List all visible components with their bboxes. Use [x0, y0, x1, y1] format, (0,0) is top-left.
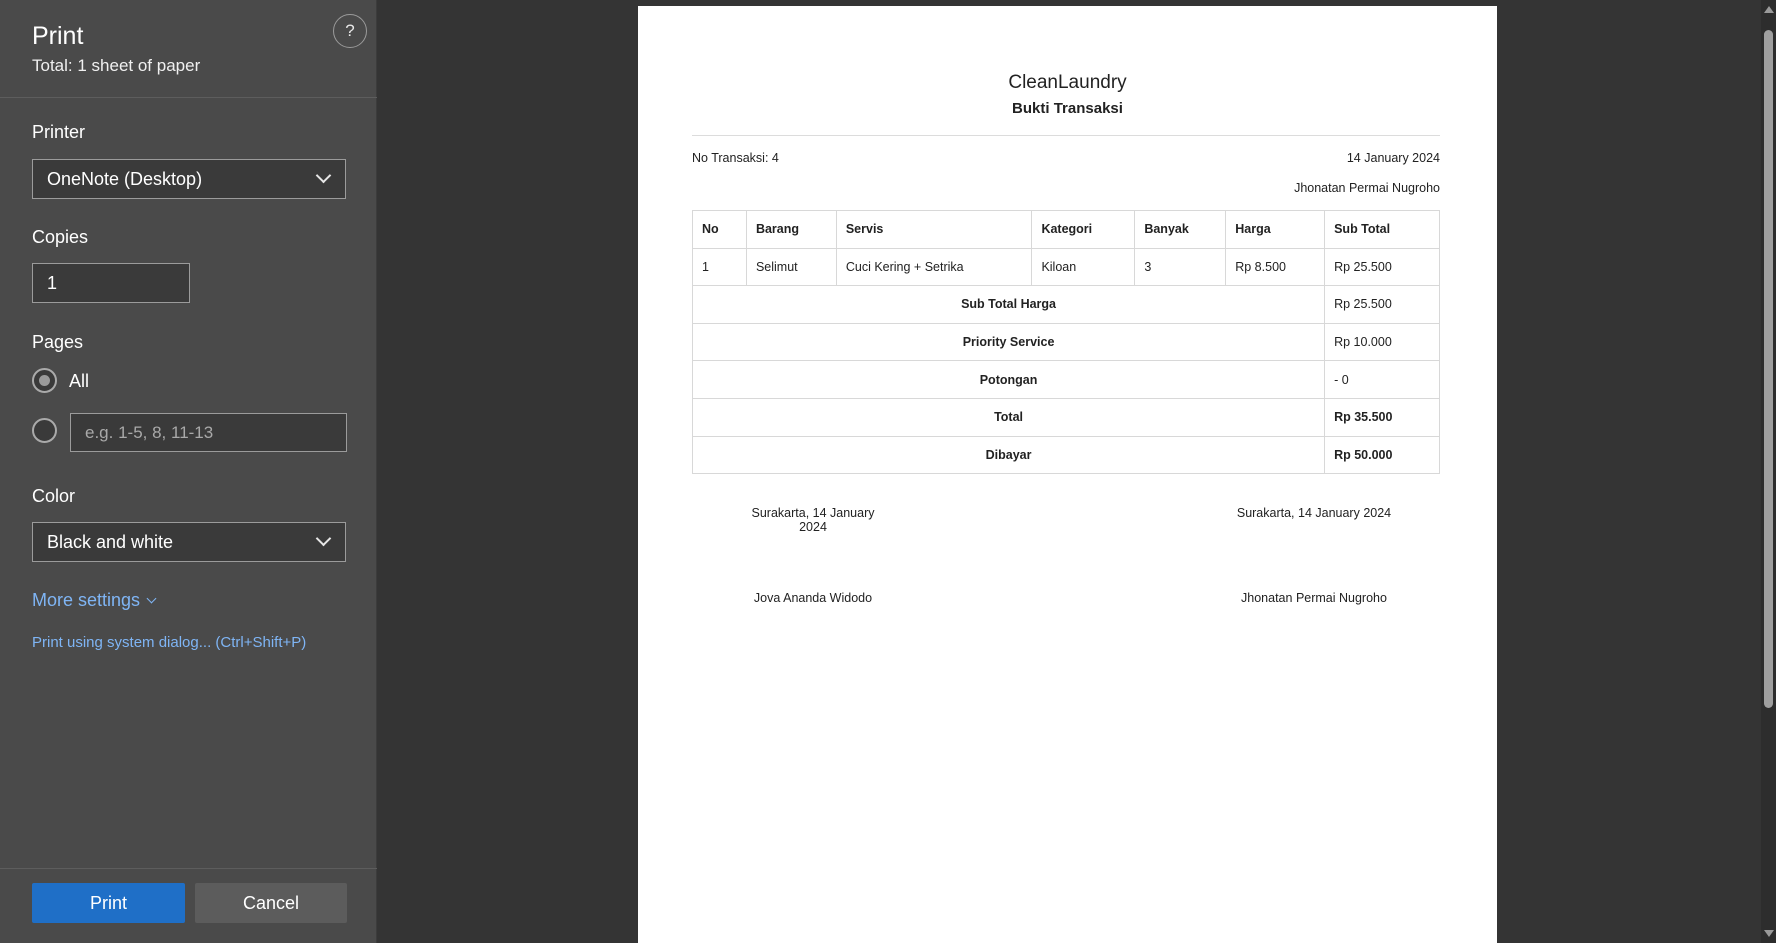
printer-select[interactable] — [32, 159, 346, 199]
sheet-count: Total: 1 sheet of paper — [32, 56, 201, 75]
summary-value: Rp 35.500 — [1325, 398, 1440, 436]
panel-divider — [0, 97, 377, 98]
help-icon: ? — [345, 21, 355, 40]
table-cell: Rp 8.500 — [1226, 248, 1325, 286]
color-value: Black and white — [47, 531, 174, 552]
table-cell: 1 — [693, 248, 747, 286]
summary-label: Priority Service — [693, 323, 1325, 361]
col-header: Kategori — [1032, 211, 1135, 249]
col-header: Sub Total — [1325, 211, 1440, 249]
scrollbar-thumb[interactable] — [1764, 30, 1773, 708]
receipt-subtitle: Bukti Transaksi — [1012, 100, 1123, 117]
summary-row — [693, 286, 1440, 324]
summary-row — [693, 436, 1440, 474]
pages-custom-radio[interactable] — [32, 418, 57, 443]
table-cell: 3 — [1135, 248, 1226, 286]
summary-row — [693, 398, 1440, 436]
pages-range-placeholder: e.g. 1-5, 8, 11-13 — [85, 422, 214, 442]
color-label: Color — [32, 486, 76, 506]
pages-range-input[interactable] — [70, 413, 347, 452]
system-dialog-link[interactable]: Print using system dialog... (Ctrl+Shift+P) — [32, 634, 307, 651]
scroll-down-arrow-icon[interactable] — [1764, 930, 1774, 937]
signature-left-name: Jova Ananda Widodo — [753, 591, 873, 605]
more-settings-link[interactable] — [32, 590, 155, 611]
summary-value: Rp 50.000 — [1325, 436, 1440, 474]
chevron-down-icon — [316, 168, 332, 184]
summary-label: Sub Total Harga — [693, 286, 1325, 324]
summary-label: Total — [693, 398, 1325, 436]
print-preview-page — [638, 6, 1497, 943]
print-button[interactable]: Print — [32, 883, 185, 923]
pages-all-label: All — [69, 371, 90, 391]
chevron-down-icon — [147, 594, 157, 604]
table-header-row — [693, 211, 1440, 249]
chevron-down-icon — [316, 531, 332, 547]
summary-row — [693, 323, 1440, 361]
copies-input[interactable] — [32, 263, 190, 303]
table-cell: Kiloan — [1032, 248, 1135, 286]
customer-name: Jhonatan Permai Nugroho — [1294, 181, 1440, 195]
summary-value: Rp 10.000 — [1325, 323, 1440, 361]
footer-divider — [0, 868, 377, 869]
help-button[interactable] — [333, 14, 367, 48]
table-cell: Selimut — [746, 248, 836, 286]
col-header: Harga — [1226, 211, 1325, 249]
receipt-title: CleanLaundry — [1008, 72, 1127, 93]
color-select[interactable] — [32, 522, 346, 562]
more-settings-label: More settings — [32, 590, 141, 610]
print-settings-panel — [0, 0, 377, 943]
col-header: Servis — [836, 211, 1032, 249]
summary-value: - 0 — [1325, 361, 1440, 399]
signature-left-date: Surakarta, 14 January 2024 — [751, 506, 875, 534]
table-cell: Cuci Kering + Setrika — [836, 248, 1032, 286]
preview-scrollbar[interactable] — [1761, 0, 1776, 943]
transaction-table — [692, 210, 1440, 474]
transaction-number: No Transaksi: 4 — [692, 151, 779, 165]
table-cell: Rp 25.500 — [1325, 248, 1440, 286]
printer-value: OneNote (Desktop) — [47, 168, 203, 189]
copies-value: 1 — [47, 272, 58, 293]
receipt-divider — [692, 135, 1440, 136]
panel-title: Print — [32, 22, 84, 50]
summary-value: Rp 25.500 — [1325, 286, 1440, 324]
summary-label: Dibayar — [693, 436, 1325, 474]
col-header: Barang — [746, 211, 836, 249]
transaction-date: 14 January 2024 — [1346, 151, 1440, 165]
col-header: Banyak — [1135, 211, 1226, 249]
printer-label: Printer — [32, 122, 86, 142]
pages-label: Pages — [32, 332, 84, 352]
scroll-up-arrow-icon[interactable] — [1764, 6, 1774, 13]
copies-label: Copies — [32, 227, 89, 247]
summary-label: Potongan — [693, 361, 1325, 399]
col-header: No — [693, 211, 747, 249]
signature-right-name: Jhonatan Permai Nugroho — [1241, 591, 1387, 605]
pages-all-radio[interactable] — [32, 368, 57, 393]
summary-row — [693, 361, 1440, 399]
table-row — [693, 248, 1440, 286]
signature-right-date: Surakarta, 14 January 2024 — [1236, 506, 1392, 520]
cancel-button[interactable]: Cancel — [195, 883, 347, 923]
